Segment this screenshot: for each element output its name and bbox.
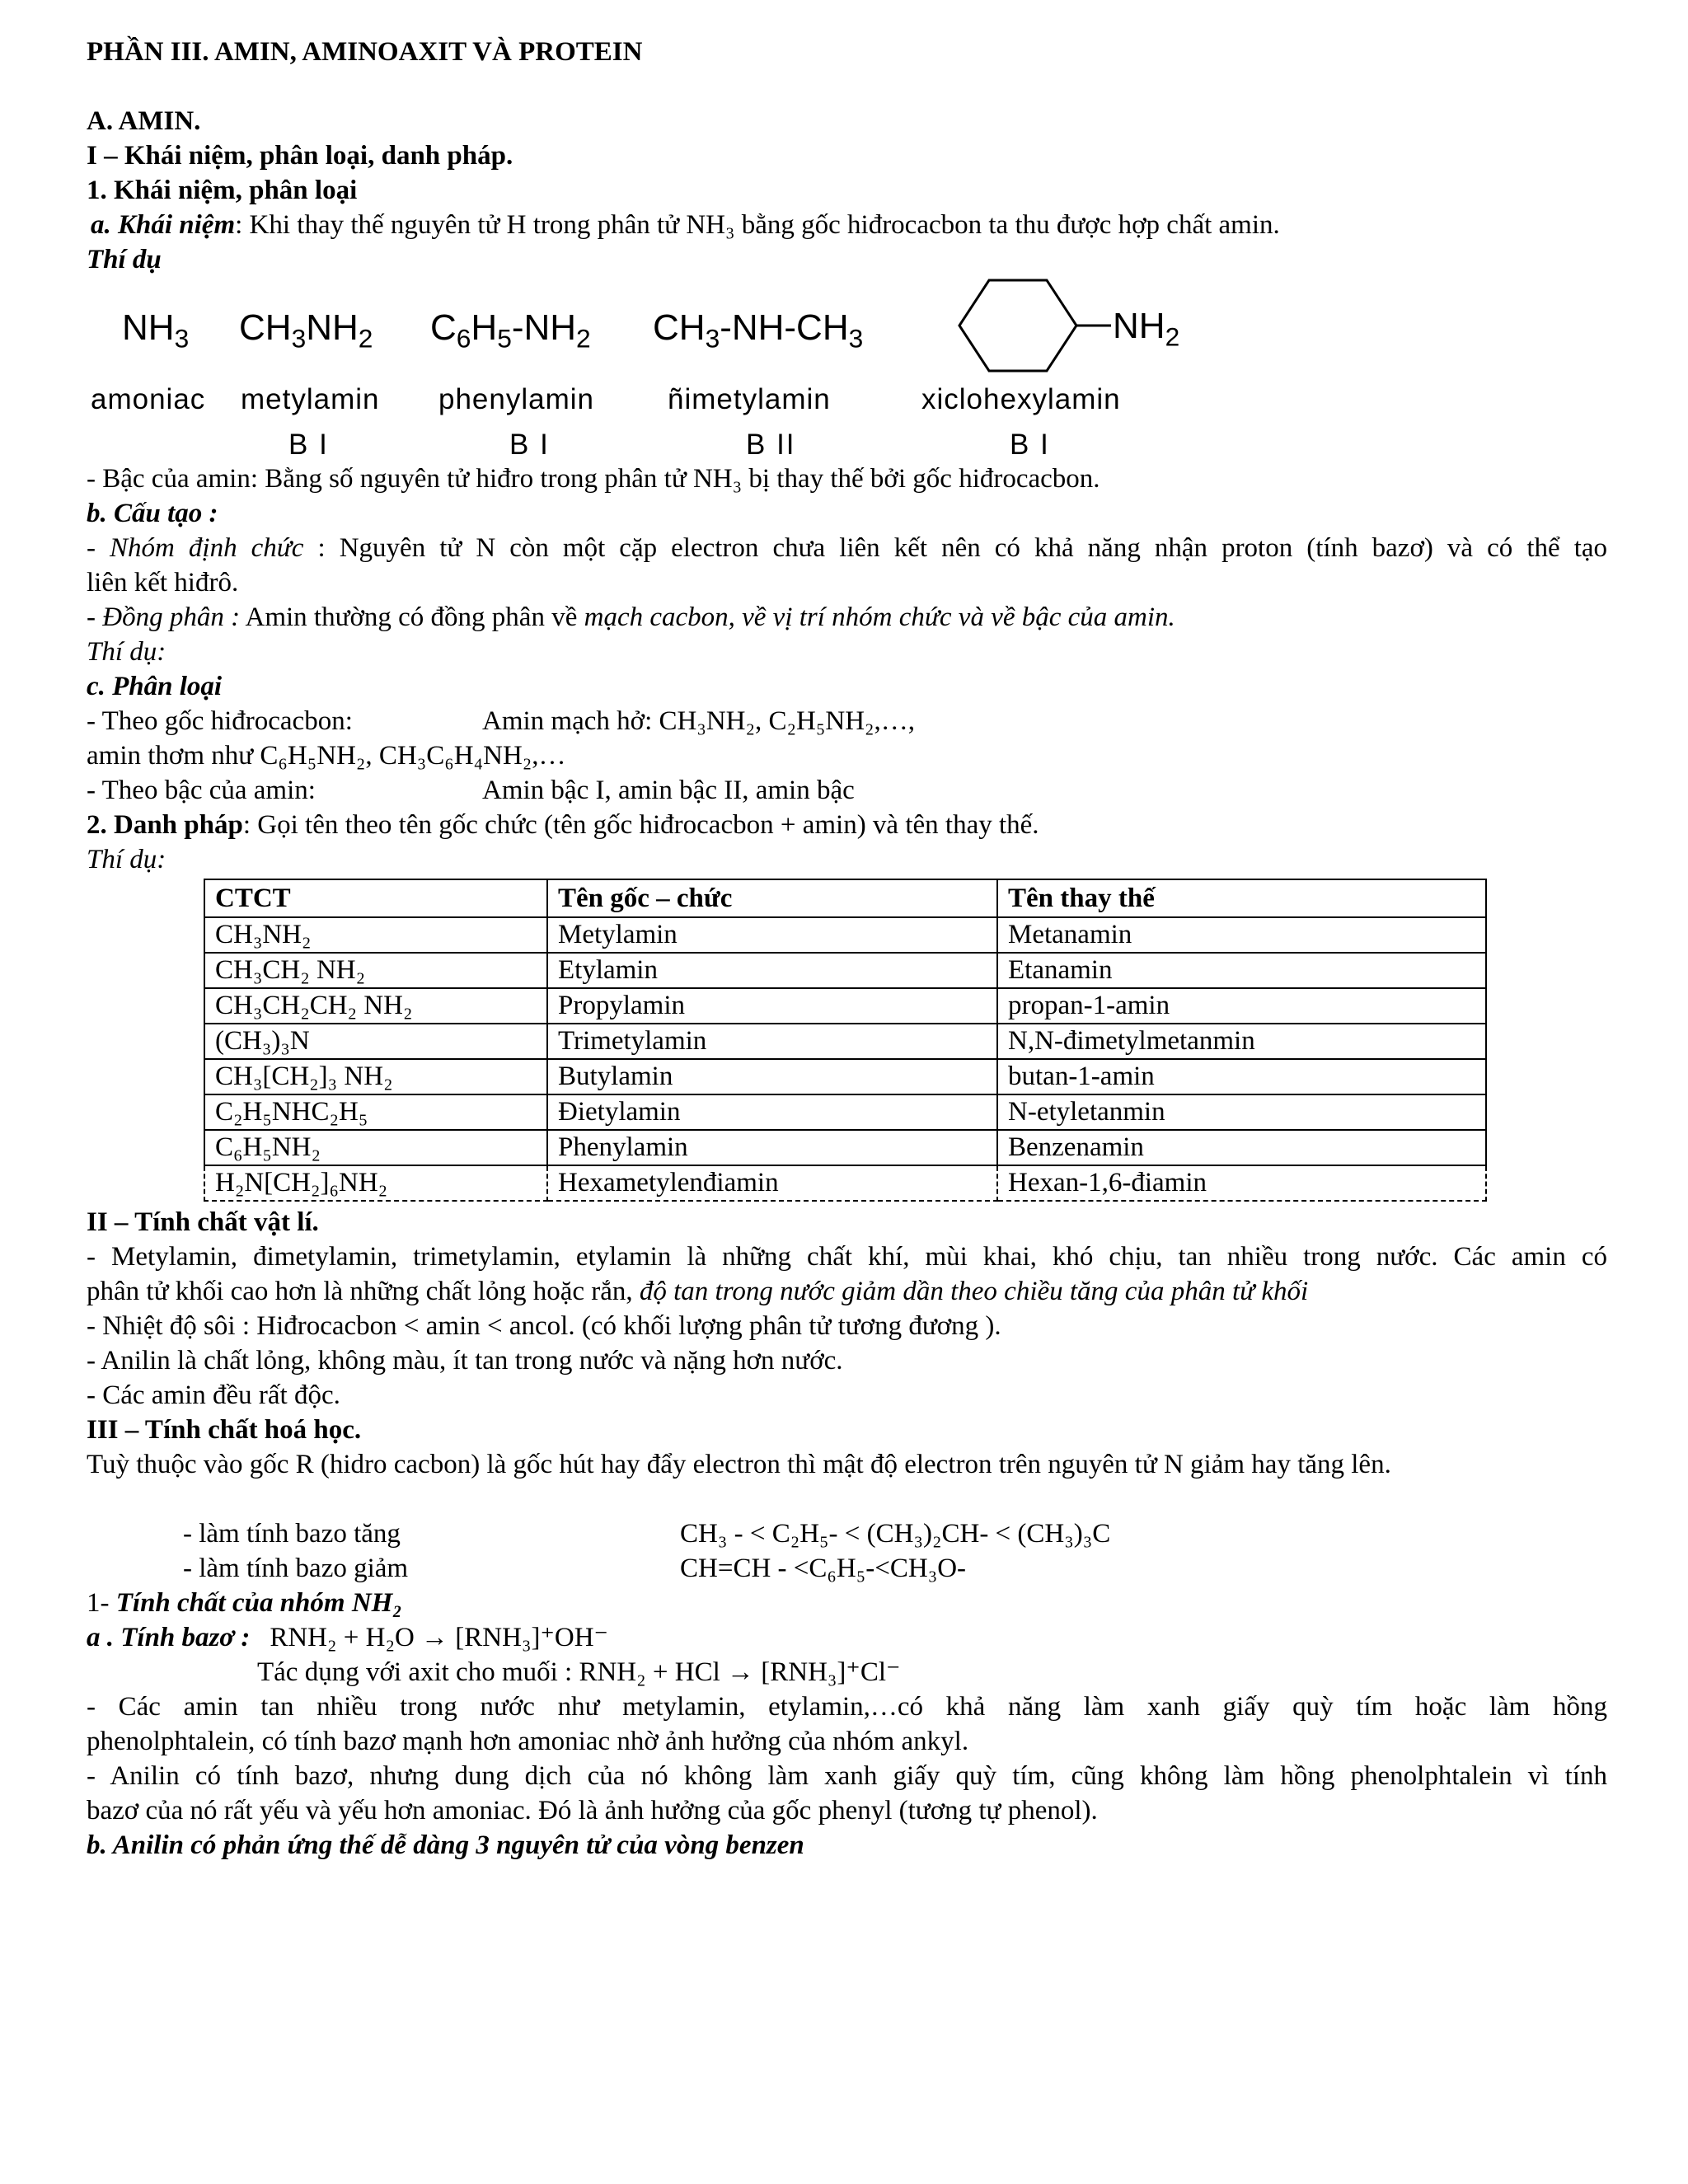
cell-substitutive-name: Hexan-1,6-điamin (997, 1165, 1486, 1201)
example-label-3: Thí dụ: (87, 845, 166, 874)
formula-cyclohexylamine-nh2: $NH_2$ (1113, 306, 1180, 352)
part-heading-1: I – Khái niệm, phân loại, danh pháp. (87, 141, 513, 171)
name-dimetylamin: ñimetylamin (668, 383, 831, 415)
functional-group-label: - Nhóm định chức (87, 533, 304, 563)
sub-heading-1: 1. Khái niệm, phân loại (87, 176, 358, 205)
name-xiclohexylamin: xiclohexylamin (921, 383, 1121, 415)
basicity-increase-label: - làm tính bazo tăng (183, 1519, 401, 1549)
aniline-substitution-heading: b. Anilin có phản ứng thế dễ dàng 3 nguyên tử của vòng benzen (87, 1830, 804, 1860)
cell-radical-name: Đietylamin (547, 1094, 997, 1130)
table-row (204, 953, 1486, 988)
table-header-row (204, 879, 1486, 917)
structure-heading: b. Cấu tạo : (87, 499, 218, 528)
table-row (204, 1094, 1486, 1130)
header-ctct: CTCT (204, 879, 547, 917)
nh2-heading: Tính chất của nhóm NH₂ (115, 1588, 402, 1618)
cell-formula: (CH₃)₃N (204, 1024, 547, 1059)
table-row (204, 917, 1486, 953)
header-radical-name: Tên gốc – chức (547, 879, 997, 917)
cell-formula: H₂N[CH₂]₆NH₂ (204, 1165, 547, 1201)
chemical-text-2a: - Anilin có tính bazơ, nhưng dung dịch của nó không làm xanh giấy quỳ tím, cũng không làm hồng phenolphtalein vì tính (87, 1761, 1607, 1791)
nh2-heading-line (87, 1586, 402, 1620)
nomenclature-line (87, 808, 1039, 842)
functional-group-text-2: liên kết hiđrô. (87, 568, 239, 598)
physical-text-2b: độ tan trong nước giảm dần theo chiều tăng của phân tử khối (639, 1277, 1309, 1306)
chemical-text-1a: - Các amin tan nhiều trong nước như metylamin, etylamin,…có khả năng làm xanh giấy quỳ tím hoặc làm hồng (87, 1692, 1607, 1722)
chemical-text-2b: bazơ của nó rất yếu và yếu hơn amoniac. Đó là ảnh hưởng của gốc phenyl (tương tự phenol). (87, 1796, 1098, 1825)
nh2-heading-prefix: 1- (87, 1588, 116, 1618)
degree-metylamin: B I (288, 429, 329, 461)
table-row (204, 1024, 1486, 1059)
cell-radical-name: Metylamin (547, 917, 997, 953)
cell-formula: CH₃[CH₂]₃ NH₂ (204, 1059, 547, 1094)
example-label: Thí dụ (87, 245, 162, 274)
formula-dimethylamine: $CH_3-NH-CH_3$ (653, 307, 864, 354)
cell-substitutive-name: Etanamin (997, 953, 1486, 988)
basicity-label: a . Tính bazơ : (87, 1623, 251, 1652)
table-row (204, 988, 1486, 1024)
physical-text-3: - Nhiệt độ sôi : Hiđrocacbon < amin < ancol. (có khối lượng phân tử tương đương ). (87, 1311, 1001, 1341)
isomer-label: - Đồng phân : (87, 602, 241, 632)
basicity-increase-series: CH₃ - < C₂H₅- < (CH₃)₂CH- < (CH₃)₃C (680, 1519, 1111, 1549)
cell-formula: CH₃CH₂ NH₂ (204, 953, 547, 988)
nomenclature-table (204, 879, 1487, 1202)
part-heading-2: II – Tính chất vật lí. (87, 1207, 319, 1237)
basicity-decrease-series: CH=CH - <C₆H₅-<CH₃O- (680, 1554, 967, 1583)
cell-substitutive-name: Benzenamin (997, 1130, 1486, 1165)
degree-phenylamin: B I (509, 429, 550, 461)
formula-ammonia: $NH_3$ (122, 307, 190, 354)
degree-xiclohexylamin: B I (1010, 429, 1050, 461)
table-row (204, 1059, 1486, 1094)
physical-text-2a: phân tử khối cao hơn là những chất lỏng hoặc rắn, (87, 1277, 640, 1306)
name-phenylamin: phenylamin (438, 383, 594, 415)
formula-methylamine: $CH_3NH_2$ (239, 307, 373, 354)
by-degree-label: - Theo bậc của amin: (87, 776, 316, 805)
basicity-equation: RNH₂ + H₂O → [RNH₃]⁺OH⁻ (270, 1623, 608, 1652)
basicity-decrease-label: - làm tính bazo giảm (183, 1554, 409, 1583)
name-amoniac: amoniac (91, 383, 206, 415)
cell-radical-name: Butylamin (547, 1059, 997, 1094)
cell-substitutive-name: butan-1-amin (997, 1059, 1486, 1094)
part-heading-3: III – Tính chất hoá học. (87, 1415, 362, 1445)
cell-radical-name: Trimetylamin (547, 1024, 997, 1059)
cell-formula: CH₃NH₂ (204, 917, 547, 953)
cell-substitutive-name: N,N-đimetylmetanmin (997, 1024, 1486, 1059)
table-row (204, 1130, 1486, 1165)
cell-radical-name: Phenylamin (547, 1130, 997, 1165)
table-row (204, 1165, 1486, 1201)
cell-radical-name: Propylamin (547, 988, 997, 1024)
definition-label: a. Khái niệm (91, 210, 236, 240)
cell-radical-name: Hexametylenđiamin (547, 1165, 997, 1201)
definition-line (91, 208, 1280, 242)
chemical-text-1b: phenolphtalein, có tính bazơ mạnh hơn amoniac nhờ ảnh hưởng của nhóm ankyl. (87, 1727, 969, 1756)
name-metylamin: metylamin (241, 383, 380, 415)
page-title: PHẦN III. AMIN, AMINOAXIT VÀ PROTEIN (87, 37, 643, 67)
definition-text: : Khi thay thế nguyên tử H trong phân tử NH₃ bằng gốc hiđrocacbon ta thu được hợp chất amin. (235, 210, 1280, 240)
nomenclature-text: : Gọi tên theo tên gốc chức (tên gốc hiđrocacbon + amin) và tên thay thế. (242, 810, 1039, 840)
physical-text-4: - Anilin là chất lỏng, không màu, ít tan trong nước và nặng hơn nước. (87, 1346, 843, 1376)
open-chain-amines: Amin mạch hở: CH₃NH₂, C₂H₅NH₂,…, (482, 706, 916, 736)
acid-reaction: Tác dụng với axit cho muối : RNH₂ + HCl → [RNH₃]⁺Cl⁻ (257, 1657, 901, 1687)
physical-text-5: - Các amin đều rất độc. (87, 1380, 340, 1410)
formula-phenylamine: $C_6H_5-NH_2$ (430, 307, 591, 354)
isomer-text: Amin thường có đồng phân về (240, 602, 584, 632)
cell-substitutive-name: Metanamin (997, 917, 1486, 953)
example-label-2: Thí dụ: (87, 637, 166, 667)
by-radical-label: - Theo gốc hiđrocacbon: (87, 706, 353, 736)
cell-radical-name: Etylamin (547, 953, 997, 988)
degree-definition: - Bậc của amin: Bằng số nguyên tử hiđro trong phân tử NH₃ bị thay thế bởi gốc hiđrocacbon. (87, 464, 1100, 494)
isomer-italic: mạch cacbon, về vị trí nhóm chức và về bậc của amin. (584, 602, 1175, 632)
nomenclature-label: 2. Danh pháp (87, 810, 243, 840)
cell-formula: C₂H₅NHC₂H₅ (204, 1094, 547, 1130)
by-degree-text: Amin bậc I, amin bậc II, amin bậc (482, 776, 855, 805)
functional-group-text: : Nguyên tử N còn một cặp electron chưa liên kết nên có khả năng nhận proton (tính bazơ) và có thể tạo (303, 533, 1608, 563)
basicity-line (87, 1620, 608, 1655)
cell-formula: C₆H₅NH₂ (204, 1130, 547, 1165)
physical-text-1: - Metylamin, đimetylamin, trimetylamin, etylamin là những chất khí, mùi khai, khó chịu, tan nhiều trong nước. Các amin có (87, 1242, 1607, 1272)
header-substitutive-name: Tên thay thế (997, 879, 1486, 917)
aromatic-amines: amin thơm như C₆H₅NH₂, CH₃C₆H₄NH₂,… (87, 741, 566, 771)
section-heading-amin: A. AMIN. (87, 106, 201, 136)
cell-formula: CH₃CH₂CH₂ NH₂ (204, 988, 547, 1024)
classification-heading: c. Phân loại (87, 672, 223, 701)
cell-substitutive-name: propan-1-amin (997, 988, 1486, 1024)
functional-group-line (87, 531, 1607, 565)
chemical-intro: Tuỳ thuộc vào gốc R (hidro cacbon) là gốc hút hay đẩy electron thì mật độ electron trên nguyên tử N giảm hay tăng lên. (87, 1450, 1391, 1479)
cell-substitutive-name: N-etyletanmin (997, 1094, 1486, 1130)
isomer-line (87, 600, 1175, 635)
degree-dimetylamin: B II (746, 429, 796, 461)
physical-text-2 (87, 1274, 1308, 1309)
